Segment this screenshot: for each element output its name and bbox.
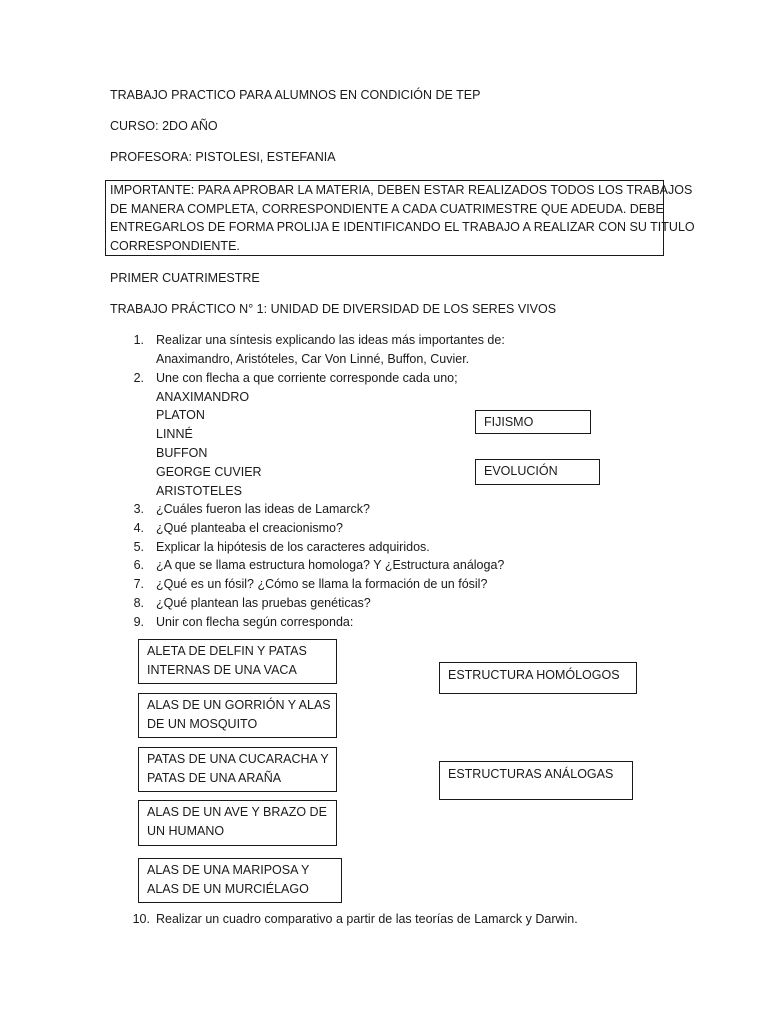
q2-name-buffon: BUFFON — [156, 446, 208, 460]
important-line-1: IMPORTANTE: PARA APROBAR LA MATERIA, DEBEN ESTAR REALIZADOS TODOS LOS TRABAJOS — [110, 183, 693, 197]
important-line-4: CORRESPONDIENTE. — [110, 238, 240, 253]
pair-line: INTERNAS DE UNA VACA — [147, 663, 297, 677]
q9-text: Unir con flecha según corresponda: — [156, 615, 354, 629]
analogas-label: ESTRUCTURAS ANÁLOGAS — [448, 767, 614, 781]
important-notice-box — [105, 180, 695, 256]
course-line: CURSO: 2DO AÑO — [110, 119, 218, 133]
q6-text: ¿A que se llama estructura homologa? Y ¿Estructura análoga? — [156, 558, 505, 572]
q2-name-cuvier: GEORGE CUVIER — [156, 465, 262, 479]
q10-text: Realizar un cuadro comparativo a partir de las teorías de Lamarck y Darwin. — [156, 912, 578, 926]
q4-text: ¿Qué planteaba el creacionismo? — [156, 521, 343, 535]
analogas-box — [439, 761, 633, 800]
q7-text: ¿Qué es un fósil? ¿Cómo se llama la formación de un fósil? — [156, 577, 488, 591]
tp-title: TRABAJO PRÁCTICO N° 1: UNIDAD DE DIVERSIDAD DE LOS SERES VIVOS — [110, 302, 557, 316]
pair-line: ALAS DE UN MURCIÉLAGO — [147, 882, 309, 896]
q1-text-continued: Anaximandro, Aristóteles, Car Von Linné, Buffon, Cuvier. — [156, 352, 470, 366]
q4-number: 4. — [133, 521, 144, 535]
q3-number: 3. — [133, 502, 144, 516]
pair-line: ALETA DE DELFIN Y PATAS — [147, 644, 307, 658]
teacher-line: PROFESORA: PISTOLESI, ESTEFANIA — [110, 150, 336, 164]
q10-number: 10. — [132, 912, 150, 926]
document-title: TRABAJO PRACTICO PARA ALUMNOS EN CONDICIÓN DE TEP — [110, 88, 481, 102]
pair-line: UN HUMANO — [147, 824, 225, 838]
pair-box-mariposa-murcielago — [138, 858, 342, 903]
fijismo-label: FIJISMO — [484, 415, 534, 429]
term-heading: PRIMER CUATRIMESTRE — [110, 271, 260, 285]
important-line-3: ENTREGARLOS DE FORMA PROLIJA E IDENTIFICANDO EL TRABAJO A REALIZAR CON SU TITULO — [110, 220, 695, 235]
q6-number: 6. — [133, 558, 144, 572]
pair-line: ALAS DE UN GORRIÓN Y ALAS — [147, 698, 331, 712]
q2-name-linne: LINNÉ — [156, 427, 193, 441]
q3-text: ¿Cuáles fueron las ideas de Lamarck? — [156, 502, 371, 516]
q9-number: 9. — [133, 615, 144, 629]
pair-line: PATAS DE UNA ARAÑA — [147, 771, 282, 785]
pair-line: ALAS DE UNA MARIPOSA Y — [147, 863, 310, 877]
q2-name-platon: PLATON — [156, 408, 205, 422]
homologos-label: ESTRUCTURA HOMÓLOGOS — [448, 668, 620, 682]
q5-text: Explicar la hipótesis de los caracteres adquiridos. — [156, 540, 430, 554]
important-line-2: DE MANERA COMPLETA, CORRESPONDIENTE A CADA CUATRIMESTRE QUE ADEUDA. DEBE — [110, 201, 664, 216]
evolucion-label: EVOLUCIÓN — [484, 464, 558, 478]
q2-text: Une con flecha a que corriente corresponde cada uno; — [156, 371, 458, 385]
q7-number: 7. — [133, 577, 144, 591]
pair-line: ALAS DE UN AVE Y BRAZO DE — [147, 805, 327, 819]
q2-number: 2. — [133, 371, 144, 385]
fijismo-box — [475, 410, 591, 434]
q1-number: 1. — [133, 333, 144, 347]
evolucion-box — [475, 459, 600, 485]
pair-box-delfin-vaca — [138, 639, 337, 684]
q5-number: 5. — [133, 540, 144, 554]
pair-box-ave-humano — [138, 800, 337, 846]
pair-box-gorrion-mosquito — [138, 693, 337, 738]
pair-line: PATAS DE UNA CUCARACHA Y — [147, 752, 329, 766]
q8-text: ¿Qué plantean las pruebas genéticas? — [156, 596, 371, 610]
q1-text: Realizar una síntesis explicando las ideas más importantes de: — [156, 333, 505, 347]
q2-name-aristoteles: ARISTOTELES — [156, 484, 242, 498]
q8-number: 8. — [133, 596, 144, 610]
q2-name-anaximandro: ANAXIMANDRO — [156, 390, 250, 404]
pair-line: DE UN MOSQUITO — [147, 717, 258, 731]
pair-box-cucaracha-arana — [138, 747, 337, 792]
homologos-box — [439, 662, 637, 694]
